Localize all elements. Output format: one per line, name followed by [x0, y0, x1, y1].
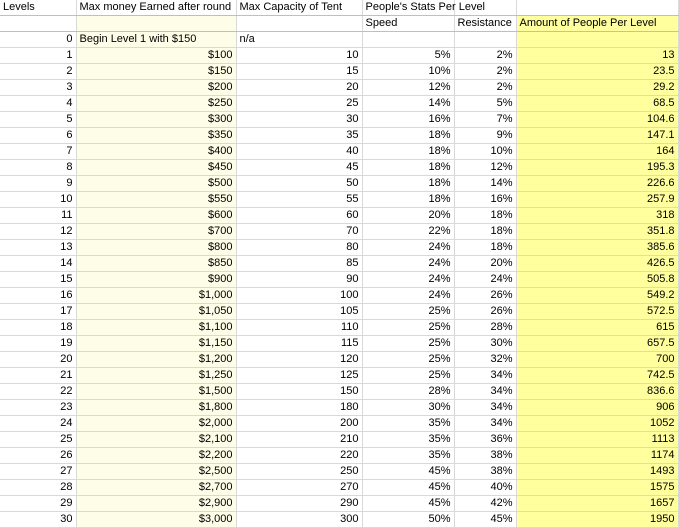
cell-resistance[interactable]: 40% — [454, 480, 516, 496]
cell-speed[interactable]: 16% — [362, 112, 454, 128]
cell-money[interactable]: $600 — [76, 208, 236, 224]
header-peoples-stats[interactable]: People's Stats Per Level — [362, 0, 454, 16]
table-row — [0, 496, 678, 512]
table-row — [0, 512, 678, 528]
cell-capacity[interactable]: 210 — [236, 432, 362, 448]
cell-resistance[interactable]: 20% — [454, 256, 516, 272]
cell-money[interactable]: $2,700 — [76, 480, 236, 496]
cell-amount[interactable]: 426.5 — [516, 256, 678, 272]
cell-speed[interactable]: 18% — [362, 160, 454, 176]
cell-amount[interactable]: 1575 — [516, 480, 678, 496]
cell-capacity[interactable]: 15 — [236, 64, 362, 80]
cell-amount[interactable]: 1493 — [516, 464, 678, 480]
cell-money[interactable]: $1,800 — [76, 400, 236, 416]
cell-speed[interactable]: 14% — [362, 96, 454, 112]
cell-capacity[interactable]: 110 — [236, 320, 362, 336]
cell-speed[interactable]: 25% — [362, 368, 454, 384]
cell-capacity[interactable]: 35 — [236, 128, 362, 144]
table-row — [0, 256, 678, 272]
cell-amount[interactable]: 549.2 — [516, 288, 678, 304]
cell-capacity[interactable]: 20 — [236, 80, 362, 96]
cell-speed[interactable]: 30% — [362, 400, 454, 416]
cell-resistance[interactable]: 26% — [454, 288, 516, 304]
cell-capacity[interactable]: 180 — [236, 400, 362, 416]
cell-resistance[interactable]: 2% — [454, 48, 516, 64]
cell-amount[interactable]: 385.6 — [516, 240, 678, 256]
cell-resistance[interactable]: 2% — [454, 64, 516, 80]
cell-money[interactable]: $900 — [76, 272, 236, 288]
cell-money[interactable]: $1,150 — [76, 336, 236, 352]
table-row — [0, 208, 678, 224]
cell-level[interactable]: 6 — [0, 128, 76, 144]
cell-capacity[interactable]: 125 — [236, 368, 362, 384]
cell-money[interactable]: $100 — [76, 48, 236, 64]
cell-capacity[interactable]: 45 — [236, 160, 362, 176]
cell-capacity[interactable]: 105 — [236, 304, 362, 320]
cell-money[interactable]: $1,250 — [76, 368, 236, 384]
cell-capacity[interactable]: 270 — [236, 480, 362, 496]
cell-amount[interactable]: 68.5 — [516, 96, 678, 112]
cell-amount[interactable]: 836.6 — [516, 384, 678, 400]
cell-capacity[interactable]: 30 — [236, 112, 362, 128]
cell-money[interactable]: $1,100 — [76, 320, 236, 336]
cell-money[interactable]: $150 — [76, 64, 236, 80]
table-row — [0, 192, 678, 208]
cell-amount[interactable]: 318 — [516, 208, 678, 224]
cell-resistance[interactable]: 18% — [454, 240, 516, 256]
cell-speed[interactable]: 50% — [362, 512, 454, 528]
cell-level[interactable]: 9 — [0, 176, 76, 192]
cell-resistance[interactable] — [454, 32, 516, 48]
cell-money[interactable]: $450 — [76, 160, 236, 176]
header-row-2 — [0, 16, 678, 32]
cell-capacity[interactable]: 115 — [236, 336, 362, 352]
cell-speed[interactable]: 35% — [362, 448, 454, 464]
cell-money[interactable]: $500 — [76, 176, 236, 192]
table-row — [0, 480, 678, 496]
cell-resistance[interactable]: 42% — [454, 496, 516, 512]
cell-amount[interactable]: 164 — [516, 144, 678, 160]
table-row — [0, 400, 678, 416]
cell-speed[interactable]: 12% — [362, 80, 454, 96]
cell-resistance[interactable]: 38% — [454, 448, 516, 464]
header-amount-of-people[interactable]: Amount of People Per Level — [516, 16, 678, 32]
cell-resistance[interactable]: 14% — [454, 176, 516, 192]
cell-level[interactable]: 2 — [0, 64, 76, 80]
cell-amount[interactable]: 700 — [516, 352, 678, 368]
cell-level[interactable]: 16 — [0, 288, 76, 304]
header-resistance[interactable]: Resistance — [454, 16, 516, 32]
cell-money[interactable]: $1,050 — [76, 304, 236, 320]
cell-capacity[interactable]: 85 — [236, 256, 362, 272]
cell-resistance[interactable]: 36% — [454, 432, 516, 448]
cell-level[interactable]: 23 — [0, 400, 76, 416]
table-row — [0, 112, 678, 128]
table-row — [0, 272, 678, 288]
cell-money[interactable]: $800 — [76, 240, 236, 256]
cell-amount[interactable]: 23.5 — [516, 64, 678, 80]
cell-amount[interactable]: 13 — [516, 48, 678, 64]
table-row — [0, 384, 678, 400]
cell-level[interactable]: 5 — [0, 112, 76, 128]
cell-money[interactable]: Begin Level 1 with $150 — [76, 32, 236, 48]
cell-level[interactable]: 3 — [0, 80, 76, 96]
cell-capacity[interactable]: 10 — [236, 48, 362, 64]
cell-amount[interactable]: 226.6 — [516, 176, 678, 192]
header-row-1 — [0, 0, 678, 16]
cell-resistance[interactable]: 26% — [454, 304, 516, 320]
cell-speed[interactable]: 18% — [362, 176, 454, 192]
cell-resistance[interactable]: 34% — [454, 416, 516, 432]
cell-capacity[interactable]: 220 — [236, 448, 362, 464]
cell-capacity[interactable]: 70 — [236, 224, 362, 240]
cell-money[interactable]: $2,500 — [76, 464, 236, 480]
cell-level[interactable]: 1 — [0, 48, 76, 64]
cell-level[interactable]: 0 — [0, 32, 76, 48]
cell-resistance[interactable]: 30% — [454, 336, 516, 352]
cell-amount[interactable]: 505.8 — [516, 272, 678, 288]
cell-speed[interactable]: 45% — [362, 480, 454, 496]
table-row — [0, 320, 678, 336]
cell-capacity[interactable]: 80 — [236, 240, 362, 256]
table-row — [0, 48, 678, 64]
header-max-money[interactable]: Max money Earned after round — [76, 0, 236, 16]
header-blank-a2[interactable] — [0, 16, 76, 32]
cell-capacity[interactable]: 250 — [236, 464, 362, 480]
table-row — [0, 432, 678, 448]
cell-level[interactable]: 7 — [0, 144, 76, 160]
table-row — [0, 304, 678, 320]
table-row — [0, 464, 678, 480]
table-row — [0, 448, 678, 464]
cell-amount[interactable]: 104.6 — [516, 112, 678, 128]
cell-capacity[interactable]: 120 — [236, 352, 362, 368]
header-blank-c2[interactable] — [236, 16, 362, 32]
table-row-level-0 — [0, 32, 678, 48]
cell-money[interactable]: $250 — [76, 96, 236, 112]
cell-level[interactable]: 17 — [0, 304, 76, 320]
cell-amount[interactable] — [516, 32, 678, 48]
cell-speed[interactable]: 22% — [362, 224, 454, 240]
cell-amount[interactable]: 195.3 — [516, 160, 678, 176]
cell-resistance[interactable]: 34% — [454, 400, 516, 416]
table-row — [0, 64, 678, 80]
table-row — [0, 288, 678, 304]
cell-capacity[interactable]: 55 — [236, 192, 362, 208]
cell-resistance[interactable]: 34% — [454, 368, 516, 384]
cell-money[interactable]: $2,000 — [76, 416, 236, 432]
cell-amount[interactable]: 1657 — [516, 496, 678, 512]
cell-speed[interactable]: 24% — [362, 240, 454, 256]
cell-speed[interactable]: 25% — [362, 336, 454, 352]
cell-level[interactable]: 13 — [0, 240, 76, 256]
cell-money[interactable]: $1,200 — [76, 352, 236, 368]
cell-money[interactable]: $350 — [76, 128, 236, 144]
cell-speed[interactable]: 18% — [362, 128, 454, 144]
table-row — [0, 336, 678, 352]
table-row — [0, 128, 678, 144]
cell-speed[interactable]: 25% — [362, 320, 454, 336]
cell-resistance[interactable]: 38% — [454, 464, 516, 480]
cell-capacity[interactable]: 200 — [236, 416, 362, 432]
cell-amount[interactable]: 147.1 — [516, 128, 678, 144]
cell-money[interactable]: $300 — [76, 112, 236, 128]
cell-speed[interactable]: 35% — [362, 432, 454, 448]
cell-resistance[interactable]: 32% — [454, 352, 516, 368]
cell-capacity[interactable]: 100 — [236, 288, 362, 304]
cell-capacity[interactable]: 150 — [236, 384, 362, 400]
cell-resistance[interactable]: 34% — [454, 384, 516, 400]
cell-money[interactable]: $400 — [76, 144, 236, 160]
cell-amount[interactable]: 572.5 — [516, 304, 678, 320]
cell-amount[interactable]: 257.9 — [516, 192, 678, 208]
cell-money[interactable]: $2,100 — [76, 432, 236, 448]
cell-resistance[interactable]: 9% — [454, 128, 516, 144]
cell-capacity[interactable]: n/a — [236, 32, 362, 48]
cell-speed[interactable]: 20% — [362, 208, 454, 224]
cell-level[interactable]: 8 — [0, 160, 76, 176]
cell-level[interactable]: 14 — [0, 256, 76, 272]
header-speed[interactable]: Speed — [362, 16, 454, 32]
cell-speed[interactable]: 24% — [362, 272, 454, 288]
table-row — [0, 80, 678, 96]
cell-resistance[interactable]: 16% — [454, 192, 516, 208]
cell-money[interactable]: $850 — [76, 256, 236, 272]
header-max-capacity[interactable]: Max Capacity of Tent — [236, 0, 362, 16]
cell-level[interactable]: 21 — [0, 368, 76, 384]
table-row — [0, 144, 678, 160]
cell-resistance[interactable]: 10% — [454, 144, 516, 160]
table-row — [0, 176, 678, 192]
table-row — [0, 160, 678, 176]
cell-level[interactable]: 25 — [0, 432, 76, 448]
cell-level[interactable]: 18 — [0, 320, 76, 336]
cell-speed[interactable]: 10% — [362, 64, 454, 80]
cell-level[interactable]: 20 — [0, 352, 76, 368]
cell-resistance[interactable]: 2% — [454, 80, 516, 96]
cell-amount[interactable]: 1113 — [516, 432, 678, 448]
cell-speed[interactable]: 18% — [362, 144, 454, 160]
cell-amount[interactable]: 351.8 — [516, 224, 678, 240]
cell-speed[interactable]: 45% — [362, 496, 454, 512]
cell-level[interactable]: 10 — [0, 192, 76, 208]
cell-amount[interactable]: 1950 — [516, 512, 678, 528]
table-row — [0, 240, 678, 256]
cell-level[interactable]: 15 — [0, 272, 76, 288]
cell-amount[interactable]: 615 — [516, 320, 678, 336]
table-row — [0, 96, 678, 112]
cell-speed[interactable]: 25% — [362, 304, 454, 320]
cell-speed[interactable] — [362, 32, 454, 48]
cell-money[interactable]: $2,200 — [76, 448, 236, 464]
header-blank-b2[interactable] — [76, 16, 236, 32]
cell-resistance[interactable]: 28% — [454, 320, 516, 336]
table-row — [0, 368, 678, 384]
cell-money[interactable]: $3,000 — [76, 512, 236, 528]
cell-speed[interactable]: 35% — [362, 416, 454, 432]
cell-level[interactable]: 24 — [0, 416, 76, 432]
cell-resistance[interactable]: 12% — [454, 160, 516, 176]
cell-money[interactable]: $550 — [76, 192, 236, 208]
cell-capacity[interactable]: 40 — [236, 144, 362, 160]
cell-capacity[interactable]: 60 — [236, 208, 362, 224]
cell-money[interactable]: $1,000 — [76, 288, 236, 304]
cell-speed[interactable]: 5% — [362, 48, 454, 64]
cell-resistance[interactable]: 18% — [454, 224, 516, 240]
cell-amount[interactable]: 29.2 — [516, 80, 678, 96]
cell-speed[interactable]: 45% — [362, 464, 454, 480]
cell-capacity[interactable]: 300 — [236, 512, 362, 528]
cell-level[interactable]: 26 — [0, 448, 76, 464]
cell-level[interactable]: 12 — [0, 224, 76, 240]
table-row — [0, 224, 678, 240]
cell-money[interactable]: $700 — [76, 224, 236, 240]
cell-level[interactable]: 30 — [0, 512, 76, 528]
cell-speed[interactable]: 28% — [362, 384, 454, 400]
cell-level[interactable]: 22 — [0, 384, 76, 400]
header-blank-f1[interactable] — [516, 0, 678, 16]
cell-speed[interactable]: 24% — [362, 256, 454, 272]
cell-capacity[interactable]: 290 — [236, 496, 362, 512]
cell-money[interactable]: $1,500 — [76, 384, 236, 400]
cell-level[interactable]: 28 — [0, 480, 76, 496]
cell-amount[interactable]: 742.5 — [516, 368, 678, 384]
cell-level[interactable]: 11 — [0, 208, 76, 224]
header-levels[interactable]: Levels — [0, 0, 76, 16]
cell-speed[interactable]: 25% — [362, 352, 454, 368]
cell-speed[interactable]: 18% — [362, 192, 454, 208]
cell-resistance[interactable]: 24% — [454, 272, 516, 288]
cell-resistance[interactable]: 7% — [454, 112, 516, 128]
cell-amount[interactable]: 1052 — [516, 416, 678, 432]
cell-capacity[interactable]: 25 — [236, 96, 362, 112]
cell-resistance[interactable]: 18% — [454, 208, 516, 224]
cell-level[interactable]: 29 — [0, 496, 76, 512]
cell-amount[interactable]: 1174 — [516, 448, 678, 464]
cell-amount[interactable]: 657.5 — [516, 336, 678, 352]
cell-level[interactable]: 27 — [0, 464, 76, 480]
cell-money[interactable]: $200 — [76, 80, 236, 96]
table-row — [0, 416, 678, 432]
cell-resistance[interactable]: 5% — [454, 96, 516, 112]
table-row — [0, 352, 678, 368]
cell-capacity[interactable]: 50 — [236, 176, 362, 192]
cell-money[interactable]: $2,900 — [76, 496, 236, 512]
cell-level[interactable]: 4 — [0, 96, 76, 112]
cell-capacity[interactable]: 90 — [236, 272, 362, 288]
cell-resistance[interactable]: 45% — [454, 512, 516, 528]
cell-speed[interactable]: 24% — [362, 288, 454, 304]
cell-amount[interactable]: 906 — [516, 400, 678, 416]
cell-level[interactable]: 19 — [0, 336, 76, 352]
